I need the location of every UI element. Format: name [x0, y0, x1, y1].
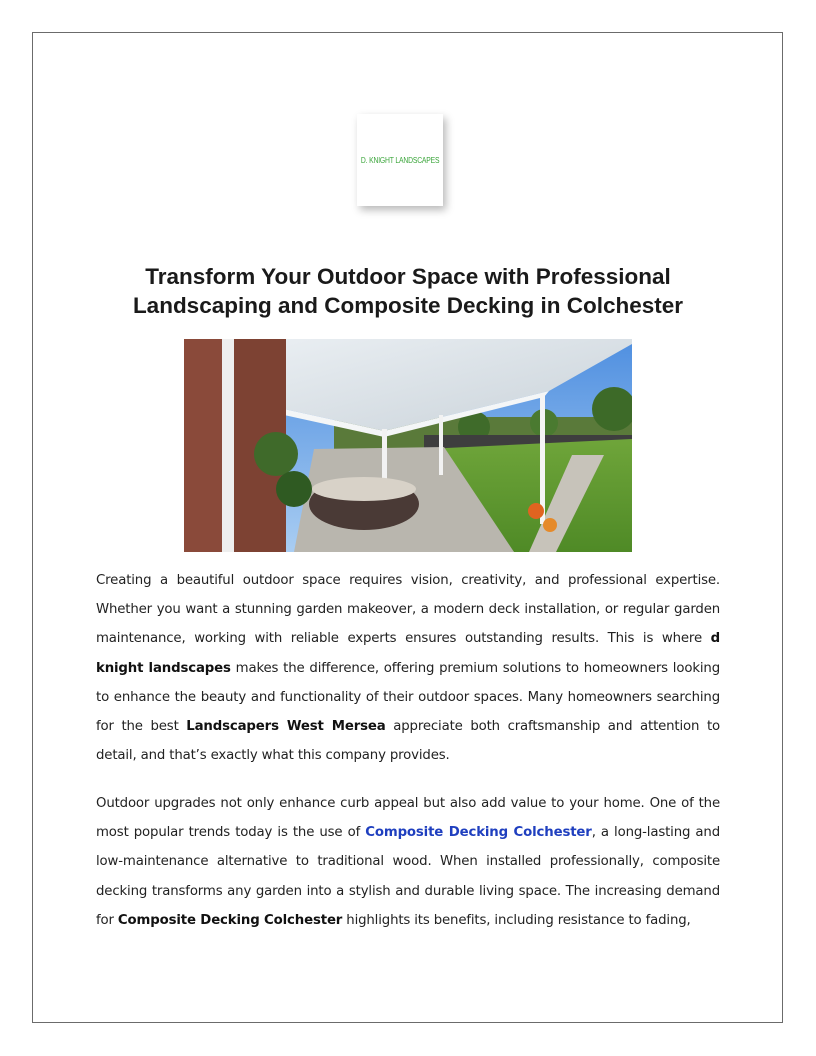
pergola-garden-photo	[184, 339, 632, 552]
composite-decking-colchester-link[interactable]: Composite Decking Colchester	[365, 825, 592, 841]
page-title	[60, 262, 756, 320]
title-line-1: Transform Your Outdoor Space with Professional	[145, 264, 671, 289]
title-line-2: Landscaping and Composite Decking in Colchester	[132, 293, 684, 318]
p2-bold-composite-decking-colchester: Composite Decking Colchester	[117, 912, 343, 928]
decking-paragraph	[96, 789, 720, 935]
intro-paragraph	[96, 566, 720, 770]
logo-text: D. KNIGHT LANDSCAPES	[360, 155, 440, 165]
p1-text-3: appreciate both craftsmanship and attention to detail, and that’s exactly what this company provides.	[96, 719, 720, 764]
p2-text-1: Outdoor upgrades not only enhance curb appeal but also add value to your home. One of the most popular trends today is the use of	[96, 796, 720, 841]
p1-text-2: makes the difference, offering premium solutions to homeowners looking to enhance the beauty and functionality of their outdoor spaces. Many homeowners searching for the best	[96, 660, 720, 735]
p1-bold-landscapers-west-mersea: Landscapers West Mersea	[186, 719, 386, 735]
p1-bold-company-name: d knight landscapes	[96, 631, 720, 676]
p2-text-2: , a long-lasting and low-maintenance alternative to traditional wood. When installed professionally, composite decking transforms any garden into a stylish and durable living space. The increasing demand for	[96, 825, 720, 928]
p2-text-3: highlights its benefits, including resistance to fading,	[342, 912, 691, 928]
company-logo	[357, 114, 443, 206]
p1-text-1: Creating a beautiful outdoor space requires vision, creativity, and professional expertise. Whether you want a stunning garden makeover, a modern deck installation, or regular garden maintenance, working with reliable experts ensures outstanding results. This is where	[96, 573, 720, 647]
